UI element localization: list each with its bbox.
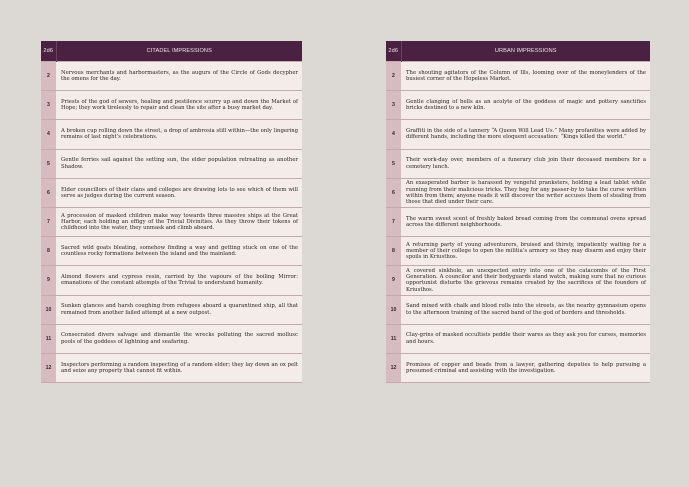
roll-number: 2: [41, 62, 56, 91]
roll-number: 12: [41, 353, 56, 382]
table-title: CITADEL IMPRESSIONS: [56, 41, 302, 62]
impression-text: Elder councillors of their clans and colleges are drawing lots to see which of them will serve as judges during the current season.: [56, 178, 302, 207]
table-row: [41, 266, 302, 295]
impression-text: Almond flowers and cypress resin, carried by the vapours of the boiling Mirror: emanations of the constant attempts of the Trivial to understand humanity.: [56, 266, 302, 295]
impression-text: Inspectors performing a random inspecting of a random elder; they lay down an ox pelt and seize any property that cannot fit within.: [56, 353, 302, 382]
roll-number: 3: [386, 91, 401, 120]
table-row: [386, 62, 650, 91]
impression-text: Gentle clanging of bells as an acolyte of the goddess of magic and pottery sanctifies bricks destined to a new kiln.: [401, 91, 650, 120]
roll-number: 5: [386, 149, 401, 178]
table-row: [41, 295, 302, 324]
urban-impressions-table: [386, 41, 650, 383]
table-row: [386, 237, 650, 266]
table-row: [41, 62, 302, 91]
roll-number: 9: [386, 266, 401, 295]
impression-text: A broken cup rolling down the street, a drop of ambrosia still within—the only lingering remains of last night’s celebrations.: [56, 120, 302, 149]
impression-text: Gentle ferries sail against the setting sun, the elder population retreating as another Shadow.: [56, 149, 302, 178]
impression-text: Sunken glances and harsh coughing from refugees aboard a quarantined ship, all that remained from another failed attempt at a new outpost.: [56, 295, 302, 324]
impression-text: Their work-day over, members of a funerary club join their deceased members for a cemetery lunch.: [401, 149, 650, 178]
die-label: 2d6: [41, 41, 56, 62]
roll-number: 2: [386, 62, 401, 91]
roll-number: 6: [386, 178, 401, 207]
citadel-impressions-table: [41, 41, 302, 383]
table-row: [41, 207, 302, 236]
table-row: [386, 324, 650, 353]
roll-number: 4: [386, 120, 401, 149]
table-row: [41, 324, 302, 353]
impression-text: Priests of the god of sewers, healing and pestilence scurry up and down the Market of Hope; they work tirelessly to repair and clean the site after a busy market day.: [56, 91, 302, 120]
table-row: [386, 178, 650, 207]
table-row: [41, 120, 302, 149]
roll-number: 4: [41, 120, 56, 149]
roll-number: 10: [386, 295, 401, 324]
table-row: [386, 295, 650, 324]
impression-text: Consecrated divers salvage and dismantle the wrecks polluting the sacred mollusc pools of the goddess of lightning and seafaring.: [56, 324, 302, 353]
table-row: [41, 237, 302, 266]
impression-text: A returning party of young adventurers, bruised and thirsty, impatiently waiting for a member of their college to open the militia’s armory so they may disarm and enjoy their spoils in Kriusthos.: [401, 237, 650, 266]
roll-number: 8: [386, 237, 401, 266]
die-label: 2d6: [386, 41, 401, 62]
roll-number: 11: [386, 324, 401, 353]
impression-text: Sacred wild goats bleating, somehow finding a way and getting stuck on one of the countless rocky formations between the island and the mainland.: [56, 237, 302, 266]
impression-text: An exasperated barber is harassed by vengeful pranksters, holding a lead tablet while running from their malicious tricks. They beg for any passer-by to take the curse written within from them; anyone reads it will discover the writer accuses them of stealing from those that died under their care.: [401, 178, 650, 207]
table-row: [386, 149, 650, 178]
table-header-row: [41, 41, 302, 62]
table-row: [41, 353, 302, 382]
impression-text: The shouting agitators of the Column of Ills, looming over of the moneylenders of the busiest corner of the Hopeless Market.: [401, 62, 650, 91]
roll-number: 3: [41, 91, 56, 120]
impression-text: Clay-grins of masked occultists peddle their wares as they ask you for curses, memories and hours.: [401, 324, 650, 353]
table-row: [386, 353, 650, 382]
roll-number: 8: [41, 237, 56, 266]
table-title: URBAN IMPRESSIONS: [401, 41, 650, 62]
roll-number: 7: [386, 207, 401, 236]
table-row: [386, 266, 650, 295]
impression-text: A covered sinkhole, an unexpected entry into one of the catacombs of the First Generation. A councilor and their bodyguards stand watch, making sure that no curious opportunist disturbs the grievous remains created by the sacrifices of the founders of Kriusthos.: [401, 266, 650, 295]
roll-number: 6: [41, 178, 56, 207]
table-row: [386, 91, 650, 120]
impression-text: Sand mixed with chalk and blood rolls into the streets, as the nearby gymnasium opens to the afternoon training of the sacred band of the god of borders and thresholds.: [401, 295, 650, 324]
table-row: [386, 207, 650, 236]
table-row: [41, 149, 302, 178]
impression-text: A procession of masked children make way towards three massive ships at the Great Harbor, each holding an effigy of the Trivial Divinities. As they throw their tokens of childhood into the water, they unmask and climb aboard.: [56, 207, 302, 236]
table-row: [41, 91, 302, 120]
roll-number: 5: [41, 149, 56, 178]
impression-text: The warm sweet scent of freshly baked bread coming from the communal ovens spread across the different neighborhoods.: [401, 207, 650, 236]
roll-number: 12: [386, 353, 401, 382]
table-row: [386, 120, 650, 149]
impression-text: Graffiti in the side of a tannery “A Queen Will Lead Us.” Many profanities were added by different hands, including the more eloquent accusation: “Kings killed the world.”: [401, 120, 650, 149]
impression-text: Nervous merchants and harbormasters, as the augurs of the Circle of Gods decypher the omens for the day.: [56, 62, 302, 91]
roll-number: 9: [41, 266, 56, 295]
table-row: [41, 178, 302, 207]
roll-number: 10: [41, 295, 56, 324]
table-header-row: [386, 41, 650, 62]
roll-number: 11: [41, 324, 56, 353]
roll-number: 7: [41, 207, 56, 236]
impression-text: Promises of copper and beads from a lawyer, gathering deputies to help pursuing a presumed criminal and assisting with the investigation.: [401, 353, 650, 382]
